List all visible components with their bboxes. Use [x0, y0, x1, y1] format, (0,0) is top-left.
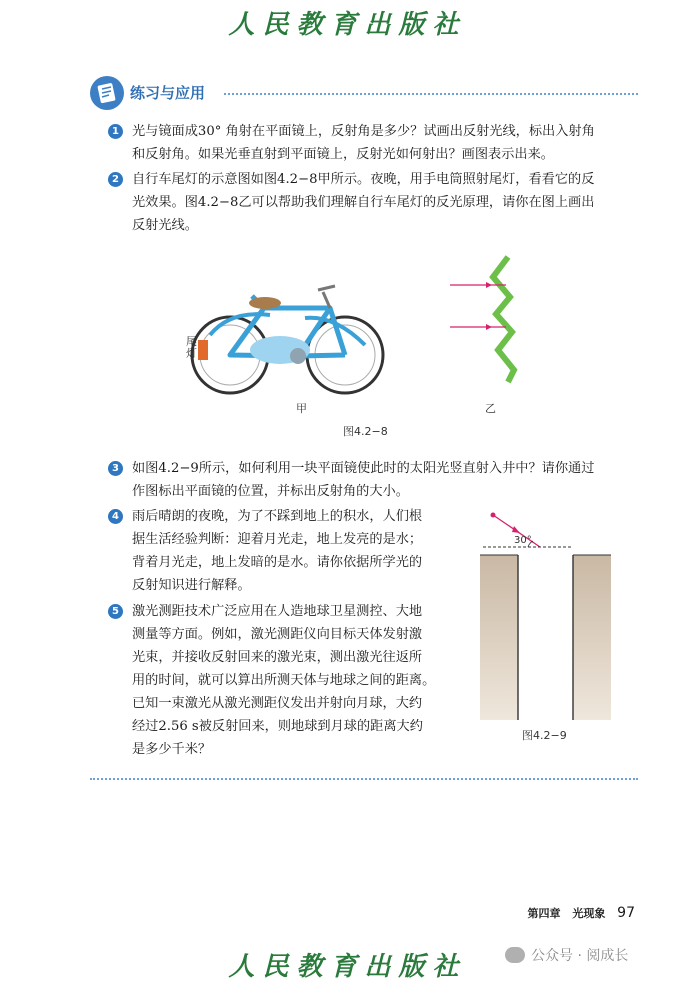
well-diagram: [478, 505, 618, 725]
question-line: 光效果。图4.2−8乙可以帮助我们理解自行车尾灯的反光原理，请你在图上画出: [132, 195, 595, 210]
tail-light-label: 尾灯: [186, 335, 197, 360]
wechat-icon: [505, 947, 525, 963]
question-line: 反射知识进行解释。: [132, 578, 251, 593]
question-line: 据生活经验判断：迎着月光走，地上发亮的是水；: [132, 532, 423, 547]
question-line: 已知一束激光从激光测距仪发出并射向月球，大约: [132, 696, 423, 711]
page-footer: [528, 905, 635, 921]
publisher-logo-top: 人民教育出版社: [228, 10, 467, 40]
section-header: [90, 76, 638, 112]
question-line: 作图标出平面镜的位置，并标出反射角的大小。: [132, 484, 409, 499]
question-line: 经过2.56 s被反射回来，则地球到月球的距离大约: [132, 719, 423, 734]
question-number: 5: [108, 604, 123, 619]
watermark: [505, 945, 628, 965]
question-line: 测量等方面。例如，激光测距仪向目标天体发射激: [132, 627, 423, 642]
chapter-title: 光现象: [572, 907, 606, 920]
question-line: 反射光线。: [132, 218, 198, 233]
watermark-text: 公众号 · 阅成长: [531, 948, 629, 964]
question-number: 1: [108, 124, 123, 139]
question-line: 背着月光走，地上发暗的是水。请你依据所学光的: [132, 555, 423, 570]
question-line: 激光测距技术广泛应用在人造地球卫星测控、大地: [132, 604, 423, 619]
angle-label: 30°: [514, 535, 532, 546]
publisher-logo-bottom: 人民教育出版社: [228, 952, 467, 982]
figure-caption-9: 图4.2−9: [522, 729, 567, 742]
question-4: [108, 505, 458, 597]
page-number: 97: [617, 905, 635, 921]
question-1: [108, 120, 628, 166]
figure-caption-8: 图4.2−8: [343, 425, 388, 438]
question-line: 如图4.2−9所示，如何利用一块平面镜使此时的太阳光竖直射入井中？请你通过: [132, 461, 595, 476]
question-line: 雨后晴朗的夜晚，为了不踩到地上的积水，人们根: [132, 509, 423, 524]
section-divider: [224, 93, 638, 95]
chapter-number: 第四章: [527, 907, 561, 920]
question-5: [108, 600, 458, 762]
question-2: [108, 168, 628, 237]
question-line: 光束，并接收反射回来的激光束，测出激光往返所: [132, 650, 423, 665]
question-line: 是多少千米？: [132, 742, 212, 757]
notebook-icon: [90, 76, 124, 110]
question-number: 2: [108, 172, 123, 187]
reflector-diagram: [448, 252, 528, 387]
figure-label-a: 甲: [296, 402, 307, 415]
question-line: 光与镜面成30° 角射在平面镜上，反射角是多少？试画出反射光线，标出入射角: [132, 124, 595, 139]
bicycle-illustration: [180, 270, 390, 400]
question-number: 3: [108, 461, 123, 476]
section-title: 练习与应用: [130, 84, 206, 102]
question-line: 自行车尾灯的示意图如图4.2−8甲所示。夜晚，用手电筒照射尾灯，看看它的反: [132, 172, 595, 187]
question-number: 4: [108, 509, 123, 524]
question-line: 用的时间，就可以算出所测天体与地球之间的距离。: [132, 673, 436, 688]
section-end-divider: [90, 778, 638, 780]
question-3: [108, 457, 628, 503]
figure-label-b: 乙: [485, 402, 496, 415]
question-line: 和反射角。如果光垂直射到平面镜上，反射光如何射出？画图表示出来。: [132, 147, 554, 162]
